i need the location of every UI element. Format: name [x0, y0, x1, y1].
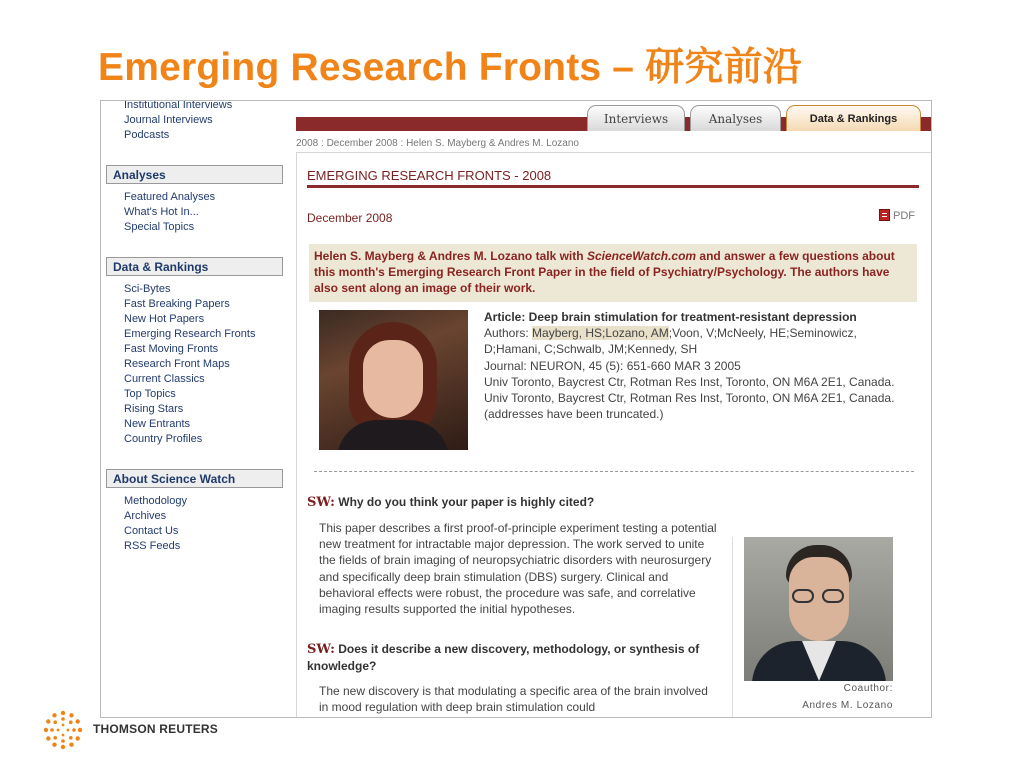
- nav-section-about[interactable]: About Science Watch: [106, 469, 283, 488]
- intro-site-name: ScienceWatch.com: [586, 249, 697, 263]
- breadcrumb-divider: [296, 152, 932, 153]
- issue-date: December 2008: [307, 211, 393, 225]
- nav-link-special-topics[interactable]: Special Topics: [124, 221, 195, 233]
- tab-analyses[interactable]: Analyses: [690, 105, 781, 131]
- authors-highlight: Mayberg, HS;Lozano, AM: [532, 326, 669, 341]
- nav-link-new-hot-papers[interactable]: New Hot Papers: [124, 313, 205, 325]
- pdf-label: PDF: [893, 210, 915, 222]
- photo-body: [337, 420, 449, 450]
- photo-glasses: [792, 589, 846, 603]
- coauthor-photo-lozano: [744, 537, 893, 681]
- nav-link-whats-hot[interactable]: What's Hot In...: [124, 206, 199, 218]
- intro-text-start: Helen S. Mayberg & Andres M. Lozano talk with: [314, 249, 587, 263]
- author-photo-mayberg: [319, 310, 468, 450]
- nav-link-country-profiles[interactable]: Country Profiles: [124, 433, 203, 445]
- coauthor-label: Coauthor:: [843, 683, 893, 694]
- photo-face: [363, 340, 423, 418]
- article-address-1: Univ Toronto, Baycrest Ctr, Rotman Res Inst, Toronto, ON M6A 2E1, Canada.: [484, 374, 895, 389]
- question-2: [307, 641, 719, 674]
- nav-link-institutional-interviews[interactable]: Institutional Interviews: [124, 100, 233, 111]
- breadcrumb: 2008 : December 2008 : Helen S. Mayberg & Andres M. Lozano: [296, 138, 579, 149]
- nav-link-rss-feeds[interactable]: RSS Feeds: [124, 540, 181, 552]
- question-1-text: Why do you think your paper is highly cited?: [334, 495, 595, 509]
- nav-section-analyses[interactable]: Analyses: [106, 165, 283, 184]
- nav-section-data-rankings[interactable]: Data & Rankings: [106, 257, 283, 276]
- pdf-link[interactable]: [879, 209, 915, 222]
- question-2-text: Does it describe a new discovery, methodology, or synthesis of knowledge?: [307, 642, 700, 673]
- heading-divider: [307, 185, 919, 188]
- article-note: (addresses have been truncated.): [484, 407, 664, 422]
- brand-name: THOMSON REUTERS: [93, 722, 219, 736]
- nav-link-archives[interactable]: Archives: [124, 510, 167, 522]
- nav-link-podcasts[interactable]: Podcasts: [124, 129, 170, 141]
- article-address-2: Univ Toronto, Baycrest Ctr, Rotman Res Inst, Toronto, ON M6A 2E1, Canada.: [484, 391, 895, 406]
- website-screenshot: [100, 100, 932, 718]
- nav-link-rising-stars[interactable]: Rising Stars: [124, 403, 184, 415]
- coauthor-name: Andres M. Lozano: [802, 700, 893, 711]
- pdf-icon: [879, 209, 890, 221]
- section-divider: [314, 471, 914, 472]
- nav-link-fast-breaking-papers[interactable]: Fast Breaking Papers: [124, 298, 230, 310]
- article-details: [484, 309, 914, 422]
- authors-rest: ;Voon, V;McNeely, HE;Seminowicz, D;Hamani, C;Schwalb, JM;Kennedy, SH: [484, 326, 857, 357]
- intro-box: [309, 244, 917, 302]
- sw-prefix: SW:: [307, 495, 335, 510]
- slide-title: Emerging Research Fronts – 研究前沿: [98, 46, 803, 89]
- content-left-border: [296, 153, 297, 718]
- nav-link-journal-interviews[interactable]: Journal Interviews: [124, 114, 213, 126]
- answer-2: The new discovery is that modulating a specific area of the brain involved in mood regulation with deep brain stimulation could: [319, 684, 708, 715]
- page-heading: EMERGING RESEARCH FRONTS - 2008: [307, 168, 552, 183]
- coauthor-box-border: [732, 537, 733, 718]
- article-authors: [484, 325, 914, 357]
- question-1: [307, 494, 727, 511]
- thomson-reuters-logo-icon: [42, 709, 84, 751]
- nav-link-methodology[interactable]: Methodology: [124, 495, 187, 507]
- nav-link-sci-bytes[interactable]: Sci-Bytes: [124, 283, 171, 295]
- article-title: Article: Deep brain stimulation for treatment-resistant depression: [484, 310, 857, 324]
- left-navigation: [101, 101, 289, 718]
- nav-link-contact-us[interactable]: Contact Us: [124, 525, 179, 537]
- nav-link-research-front-maps[interactable]: Research Front Maps: [124, 358, 230, 370]
- nav-link-current-classics[interactable]: Current Classics: [124, 373, 205, 385]
- article-journal: Journal: NEURON, 45 (5): 651-660 MAR 3 2005: [484, 358, 741, 373]
- sw-prefix: SW:: [307, 642, 335, 657]
- nav-link-emerging-research-fronts[interactable]: Emerging Research Fronts: [124, 328, 256, 340]
- authors-label: Authors:: [484, 326, 533, 341]
- nav-link-top-topics[interactable]: Top Topics: [124, 388, 176, 400]
- intro-text-end: and answer a few questions about this month's Emerging Research Front Paper in the field of Psychiatry/Psychology. The authors have also sent along an image of their work.: [314, 249, 895, 295]
- nav-link-featured-analyses[interactable]: Featured Analyses: [124, 191, 216, 203]
- tab-data-rankings[interactable]: Data & Rankings: [786, 105, 921, 131]
- tab-interviews[interactable]: Interviews: [587, 105, 685, 131]
- answer-1: This paper describes a first proof-of-principle experiment testing a potential new treatment for intractable major depression. The work served to unite the fields of brain imaging of neuropsychiatric disorders with neurosurgery and specifically deep brain stimulation (DBS) surgery. Clinical and behavioral effects were robust, the procedure was safe, and correlative imaging results supported the initial hypotheses.: [319, 521, 717, 617]
- nav-link-fast-moving-fronts[interactable]: Fast Moving Fronts: [124, 343, 219, 355]
- nav-link-new-entrants[interactable]: New Entrants: [124, 418, 191, 430]
